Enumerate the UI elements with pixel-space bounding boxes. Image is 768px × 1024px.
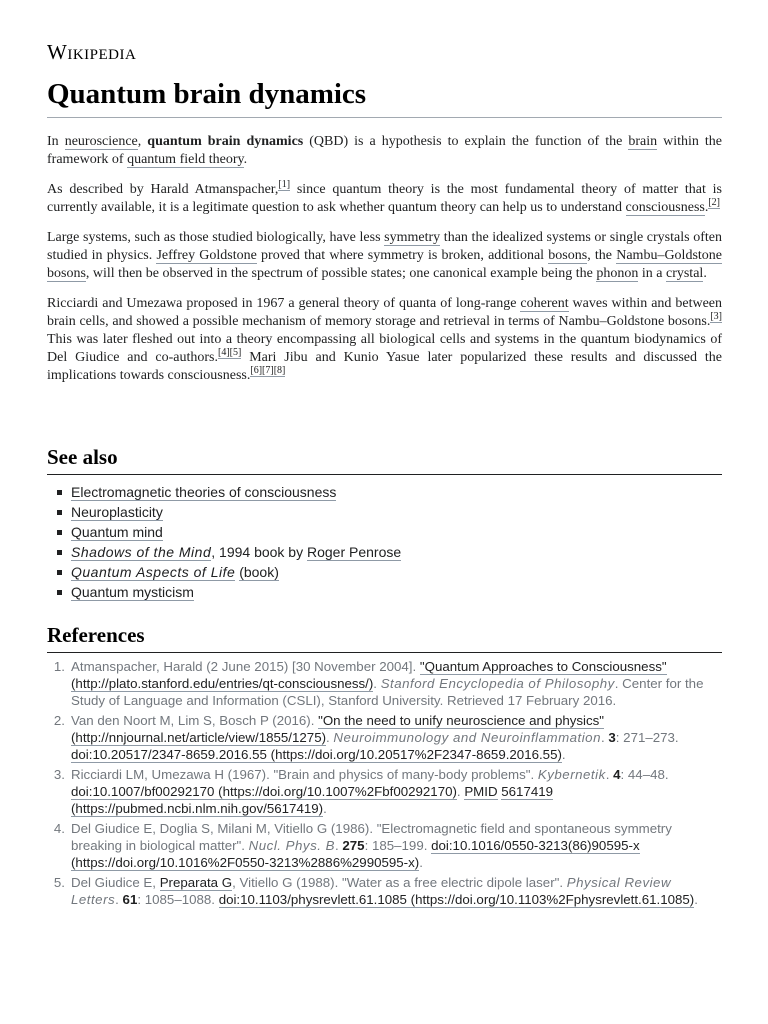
text: As described by Harald Atmanspacher, — [47, 182, 279, 197]
ref-title-link[interactable]: "Quantum Approaches to Consciousness" (http://plato.stanford.edu/entries/qt-consciousness/) — [71, 659, 667, 691]
text: , — [137, 134, 148, 149]
volume: 4 — [613, 767, 621, 782]
text: . — [419, 855, 423, 870]
text: waves within and between brain cells, and showed a possible mechanism of memory storage and retrieval in terms of Nambu–Goldstone bosons. — [47, 296, 722, 329]
text: : 271–273. — [615, 730, 679, 745]
doi-link[interactable]: doi:10.1007/bf00292170 (https://doi.org/10.1007%2Fbf00292170) — [71, 784, 457, 799]
text: : 1085–1088. — [137, 892, 219, 907]
text: . Center for the Study of Language and Information (CSLI), Stanford University. Retrieved 17 February 2016. — [71, 676, 704, 708]
reference-item — [53, 874, 722, 908]
intro-paragraph — [47, 133, 722, 169]
text: Atmanspacher, Harald (2 June 2015) [30 November 2004]. — [71, 659, 420, 674]
ref-number: 3. — [53, 767, 65, 782]
link-symmetry[interactable]: symmetry — [384, 230, 441, 245]
ref-link-8[interactable]: [8] — [273, 365, 286, 377]
volume: 3 — [608, 730, 616, 745]
list-item — [71, 582, 401, 602]
text: . — [694, 892, 698, 907]
ref-title-link[interactable]: "On the need to unify neuroscience and physics" (http://nnjournal.net/article/view/1855/1275) — [71, 713, 605, 745]
article-body — [47, 133, 722, 397]
text: Del Giudice E, Doglia S, Milani M, Vitiello G (1986). "Electromagnetic field and spontaneous symmetry breaking in biological matter". — [71, 821, 672, 853]
reference-item — [53, 712, 722, 763]
volume: 61 — [122, 892, 138, 907]
ref-number: 1. — [53, 659, 65, 674]
references-list — [47, 658, 722, 911]
ref-link-5[interactable]: [5] — [229, 347, 242, 359]
link-jeffrey-goldstone[interactable]: Jeffrey Goldstone — [156, 248, 257, 263]
ref-link-3[interactable]: [3] — [710, 311, 722, 323]
text: , 1994 book by — [211, 544, 307, 560]
pmid-label-link[interactable]: PMID — [464, 784, 498, 799]
ref-number: 4. — [53, 821, 65, 836]
text: . — [323, 801, 327, 816]
bold-term: quantum brain dynamics — [147, 134, 304, 149]
reference-item — [53, 820, 722, 871]
author-link[interactable]: Preparata G — [159, 875, 233, 890]
wikipedia-wordmark[interactable]: Wikipedia — [47, 40, 137, 64]
see-also-list — [47, 482, 401, 602]
page-title: Quantum brain dynamics — [47, 78, 722, 118]
text: . — [243, 152, 248, 167]
pmid-link[interactable]: 5617419 (https://pubmed.ncbi.nlm.nih.gov/5617419) — [71, 784, 554, 816]
text: . — [326, 730, 334, 745]
text: (QBD) is a hypothesis to explain the function of the — [303, 134, 629, 149]
link-consciousness[interactable]: consciousness — [625, 200, 705, 215]
journal-name: Stanford Encyclopedia of Philosophy — [380, 676, 615, 691]
link-coherent[interactable]: coherent — [520, 296, 569, 311]
journal-name: Neuroimmunology and Neuroinflammation — [333, 730, 601, 745]
ref-link-2[interactable]: [2] — [708, 197, 721, 209]
doi-link[interactable]: doi:10.20517/2347-8659.2016.55 (https://doi.org/10.20517%2F2347-8659.2016.55) — [71, 747, 562, 762]
see-also-heading: See also — [47, 445, 722, 475]
text: Del Giudice E, — [71, 875, 160, 890]
list-item — [71, 542, 401, 562]
text: proved that where symmetry is broken, additional — [256, 248, 549, 263]
reference-item — [53, 658, 722, 709]
text: . — [373, 676, 381, 691]
volume: 275 — [342, 838, 365, 853]
text: : 44–48. — [620, 767, 669, 782]
doi-link[interactable]: doi:10.1016/0550-3213(86)90595-x (https://doi.org/10.1016%2F0550-3213%2886%2990595-x) — [71, 838, 640, 870]
text: Ricciardi and Umezawa proposed in 1967 a general theory of quanta of long-range — [47, 296, 521, 311]
paragraph-ricciardi — [47, 295, 722, 385]
text: : 185–199. — [364, 838, 432, 853]
list-item — [71, 502, 401, 522]
link-phonon[interactable]: phonon — [596, 266, 639, 281]
ref-link-1[interactable]: [1] — [278, 179, 291, 191]
paragraph-symmetry — [47, 229, 722, 283]
text: . — [561, 747, 566, 762]
text: . — [703, 266, 707, 281]
text: in a — [638, 266, 666, 281]
text: In — [47, 134, 65, 149]
see-also-link-author[interactable]: Roger Penrose — [307, 544, 402, 560]
see-also-link-book[interactable]: (book) — [239, 564, 279, 580]
reference-item — [53, 766, 722, 817]
text: . — [704, 200, 709, 215]
list-item — [71, 562, 401, 582]
text: Large systems, such as those studied biologically, have less — [47, 230, 385, 245]
text: . — [456, 784, 465, 799]
link-nambu-goldstone-bosons[interactable]: Nambu–Goldstone bosons — [47, 248, 722, 281]
text: , Vitiello G (1988). "Water as a free electric dipole laser". — [232, 875, 567, 890]
link-brain[interactable]: brain — [628, 134, 658, 149]
see-also-link[interactable]: Quantum mysticism — [71, 584, 194, 600]
link-crystal[interactable]: crystal — [665, 266, 704, 281]
ref-number: 5. — [53, 875, 65, 890]
list-item — [71, 482, 401, 502]
text: within the framework of — [47, 134, 723, 167]
see-also-link[interactable]: Neuroplasticity — [71, 504, 163, 520]
text: . — [334, 838, 343, 853]
text: , the — [587, 248, 617, 263]
link-bosons[interactable]: bosons — [548, 248, 588, 263]
paragraph-atmanspacher — [47, 181, 722, 217]
see-also-link[interactable]: Shadows of the Mind — [71, 544, 212, 560]
text: . — [600, 730, 609, 745]
journal-name: Physical Review Letters — [71, 875, 672, 907]
text: . — [605, 767, 614, 782]
ref-link-6[interactable]: [6] — [250, 365, 263, 377]
text: . — [115, 892, 123, 907]
journal-name: Kybernetik — [537, 767, 606, 782]
doi-link[interactable]: doi:10.1103/physrevlett.61.1085 (https://doi.org/10.1103%2Fphysrevlett.61.1085) — [218, 892, 695, 907]
text: , will then be observed in the spectrum of possible states; one canonical example being the — [85, 266, 597, 281]
text: This was later fleshed out into a theory encompassing all biological cells and systems in the quantum biodynamics of Del Giudice and co-authors. — [47, 332, 722, 365]
ref-link-7[interactable]: [7] — [262, 365, 274, 377]
text: than the idealized systems or single crystals often studied in physics. — [47, 230, 722, 263]
see-also-link[interactable]: Quantum mind — [71, 524, 163, 540]
link-neuroscience[interactable]: neuroscience — [64, 134, 138, 149]
see-also-link[interactable]: Quantum Aspects of Life — [71, 564, 236, 580]
text: Ricciardi LM, Umezawa H (1967). "Brain and physics of many-body problems". — [71, 767, 538, 782]
text: since quantum theory is the most fundamental theory of matter that is currently available, it is a legitimate question to ask whether quantum theory can help us to understand — [47, 182, 723, 215]
references-heading: References — [47, 623, 722, 653]
list-item — [71, 522, 401, 542]
text: Van den Noort M, Lim S, Bosch P (2016). — [71, 713, 319, 728]
ref-number: 2. — [53, 713, 65, 728]
see-also-link[interactable]: Electromagnetic theories of consciousness — [71, 484, 337, 500]
text: Mari Jibu and Kunio Yasue later popularized these results and discussed the implications towards consciousness. — [47, 350, 722, 383]
journal-name: Nucl. Phys. B — [248, 838, 335, 853]
link-quantum-field-theory[interactable]: quantum field theory — [127, 152, 244, 167]
ref-link-4[interactable]: [4] — [217, 347, 230, 359]
